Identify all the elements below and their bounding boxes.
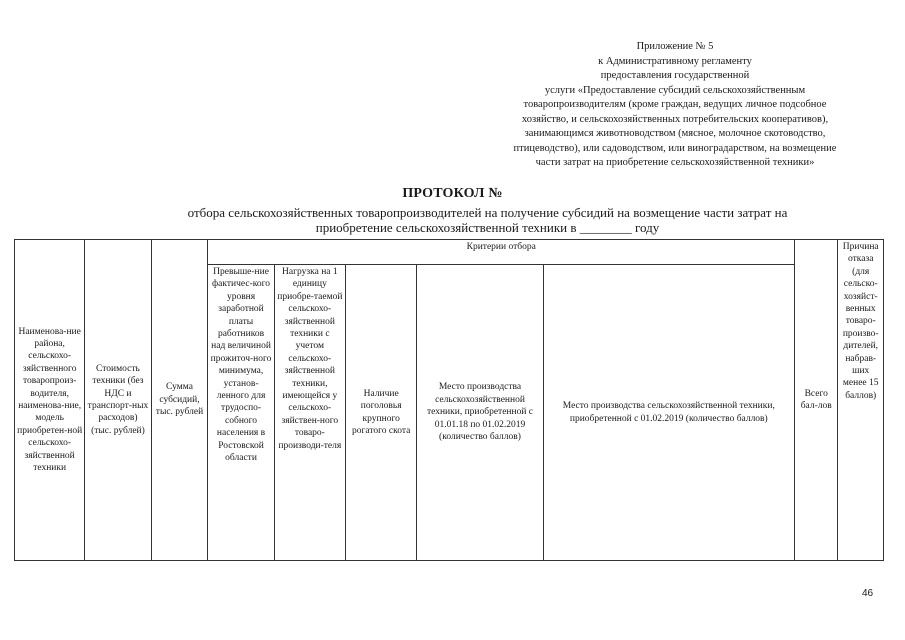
- document-title: ПРОТОКОЛ №: [402, 186, 503, 201]
- appendix-line: к Административному регламенту: [598, 55, 752, 67]
- appendix-line: услуги «Предоставление субсидий сельскохозяйственным: [544, 84, 806, 96]
- page-number: 46: [862, 588, 874, 599]
- appendix-line: части затрат на приобретение сельскохозяйственной техники»: [535, 157, 815, 168]
- subtitle-line-2: приобретение сельскохозяйственной техники в ________ году: [315, 220, 660, 235]
- criteria-cattle-presence: Наличие поголовья крупного рогатого скота: [346, 265, 417, 561]
- header-equipment-cost: Стоимость техники (без НДС и транспорт-ных расходов) (тыс. рублей): [85, 240, 151, 561]
- criteria-equipment-load: Нагрузка на 1 единицу приобре-таемой сельскохо-зяйственной техники с учетом сельскохо-зяйственной техники, имеющейся у сельскохо-зяйствен-ного товаро-производи-теля: [274, 265, 345, 561]
- document-subtitle: [120, 205, 855, 235]
- appendix-line: птицеводство), или садоводством, или виноградарством, на возмещение: [513, 142, 837, 154]
- header-total-points: Всего бал-лов: [795, 240, 838, 561]
- appendix-header: [470, 40, 880, 171]
- appendix-line: хозяйство, и сельскохозяйственных потребительских кооперативов),: [521, 113, 829, 125]
- appendix-line: Приложение № 5: [636, 41, 714, 52]
- header-refusal-reason: Причина отказа (для сельско-хозяйст-венных товаро-произво-дителей, набрав-ших менее 15 баллов): [838, 240, 884, 561]
- criteria-production-place-2019: Место производства сельскохозяйственной техники, приобретенной с 01.02.2019 (количество баллов): [543, 265, 794, 561]
- header-subsidy-amount: Сумма субсидий, тыс. рублей: [151, 240, 208, 561]
- header-district-name: Наименова-ние района, сельскохо-зяйственного товаропроиз-водителя, наименова-ние, модель приобретен-ной сельскохо-зяйственной техники: [15, 240, 85, 561]
- appendix-line: занимающимся животноводством (мясное, молочное скотоводство,: [524, 128, 826, 139]
- criteria-wage-excess: Превыше-ние фактичес-кого уровня заработной платы работников над величиной прожиточ-ного минимума, установ-ленного для трудоспо-собного населения в Ростовской области: [208, 265, 274, 561]
- appendix-line: товаропроизводителям (кроме граждан, ведущих личное подсобное: [523, 99, 827, 110]
- subtitle-line-1: отбора сельскохозяйственных товаропроизводителей на получение субсидий на возмещение части затрат на: [187, 205, 788, 220]
- criteria-production-place-2018: Место производства сельскохозяйственной техники, приобретенной с 01.01.18 по 01.02.2019 (количество баллов): [417, 265, 543, 561]
- appendix-line: предоставления государственной: [600, 70, 750, 81]
- protocol-table: [14, 239, 884, 561]
- header-selection-criteria: Критерии отбора: [208, 240, 795, 265]
